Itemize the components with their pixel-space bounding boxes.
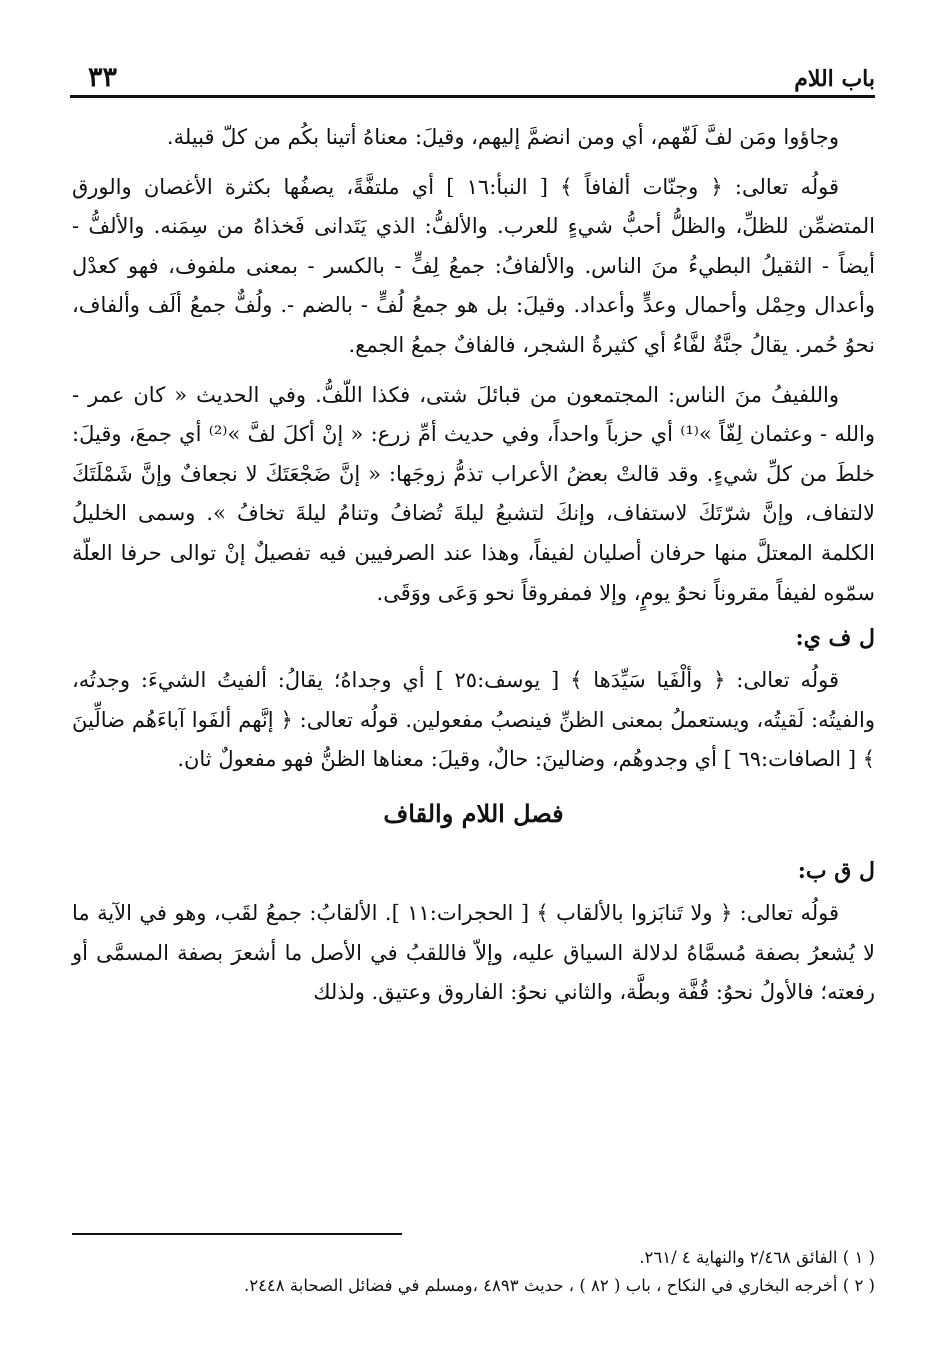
- page-header: [70, 58, 875, 98]
- root-heading-lqb: ل ق ب:: [797, 857, 875, 884]
- paragraph-lqb: قولُه تعالى: ﴿ ولا تَنابَزوا بالألقاب ﴾ [ الحجرات:١١ ]. الألقابُ: جمعُ لقَب، وهو في الآية ما لا يُشعرُ بصفة مُسمَّاهُ لدلالة السياق عليه، وإلاّ فاللقبُ في الأصل ما أشعرَ بصفة المسمَّى أو رفعته؛ فالأولُ نحوُ: قُفَّة وبطَّة، والثاني نحوُ: الفاروق وعتيق. ولذلك: [72, 900, 875, 1005]
- paragraph-2: قولُه تعالى: ﴿ وجنّات ألفافاً ﴾ [ النبأ:١٦ ] أي ملتفَّةً، يصفُها بكثرة الأغصان والورق المتضمِّن للظلِّ، والظلُّ أحبُّ شيءٍ للعرب. والألفُّ: الذي يَتَدانى فَخذاهُ من سِمَنه. والألفُّ - أيضاً - الثقيلُ البطيءُ منَ الناس. والألفافُ: جمعُ لِفٍّ - بالكسر - بمعنى ملفوف، فهو كعدْل وأعدال وحِمْل وأحمال وعدٍّ وأعداد. وقيلَ: بل هو جمعُ لُفٍّ - بالضم -. ولُفٌّ جمعُ ألَف وألفاف، نحوُ حُمر. يقالُ جنَّةٌ لفَّاءُ أي كثيرةُ الشجر، فالفافٌ جمعُ الجمع.: [72, 174, 875, 357]
- paragraph-3: واللفيفُ منَ الناس: المجتمعون من قبائلَ شتى، فكذا اللّفُّ. وفي الحديث « كان عمر - والله - وعثمان لِفّاً »⁽¹⁾ أي حزباً واحداً، وفي حديث أمِّ زرع: « إنْ أكلَ لفَّ »⁽²⁾ أي جمعَ، وقيلَ: خلطَ من كلِّ شيءٍ. وقد قالتْ بعضُ الأعراب تذمُّ زوجَها: « إنَّ ضَجْعَتَكَ لا نجعافٌ وإنَّ شَمْلَتَكَ لالتفاف، وإنَّ شرّتَكَ لاستفاف، وإنكَ لتشبعُ ليلةَ تُضافُ وتنامُ ليلةَ تخافُ ». وسمى الخليلُ الكلمة المعتلَّ منها حرفان أصليان لفيفاً، وهذا عند الصرفيين فيه تفصيلٌ إنْ توالى حرفا العلّة سمّوه لفيفاً مقروناً نحوُ يومٍ، وإلا فمفروقاً نحو وَعَى ووَقَى.: [72, 382, 876, 605]
- chapter-title: باب اللام: [794, 66, 875, 92]
- root-heading-lfy: ل ف ي:: [795, 625, 875, 652]
- page-number: ٣٣: [88, 62, 118, 93]
- footnote-1: ( ١ ) الفائق ٢/٤٦٨ والنهاية ٤ /٢٦١.: [639, 1248, 875, 1267]
- footnote-rule: [72, 1233, 402, 1235]
- section-title: فصل اللام والقاف: [383, 798, 564, 828]
- paragraph-1: وجاؤوا ومَن لفَّ لَفّهم، أي ومن انضمَّ إليهم، وقيلَ: معناهُ أتينا بكُم من كلّ قبيلة.: [166, 125, 839, 149]
- footnote-2: ( ٢ ) أخرجه البخاري في النكاح ، باب ( ٨٢ ) ، حديث ٤٨٩٣ ،ومسلم في فضائل الصحابة ٢٤٤٨.: [243, 1276, 875, 1295]
- paragraph-lfy: قولُه تعالى: ﴿ وألْفَيا سَيِّدَها ﴾ [ يوسف:٢٥ ] أي وجداهُ؛ يقالُ: ألفيتُ الشيءَ: وجدتُه، والفيتُه: لَقيتُه، ويستعملُ بمعنى الظنِّ فينصبُ مفعولين. قولُه تعالى: ﴿ إنَّهم ألفَوا آباءَهُم ضالِّينَ ﴾ [ الصافات:٦٩ ] أي وجدوهُم، وضالينَ: حالٌ، وقيلَ: معناها الظنُّ فهو مفعولٌ ثان.: [72, 668, 875, 772]
- main-text: [72, 118, 875, 1013]
- header-rule: [70, 95, 875, 98]
- footnotes: [72, 1244, 875, 1300]
